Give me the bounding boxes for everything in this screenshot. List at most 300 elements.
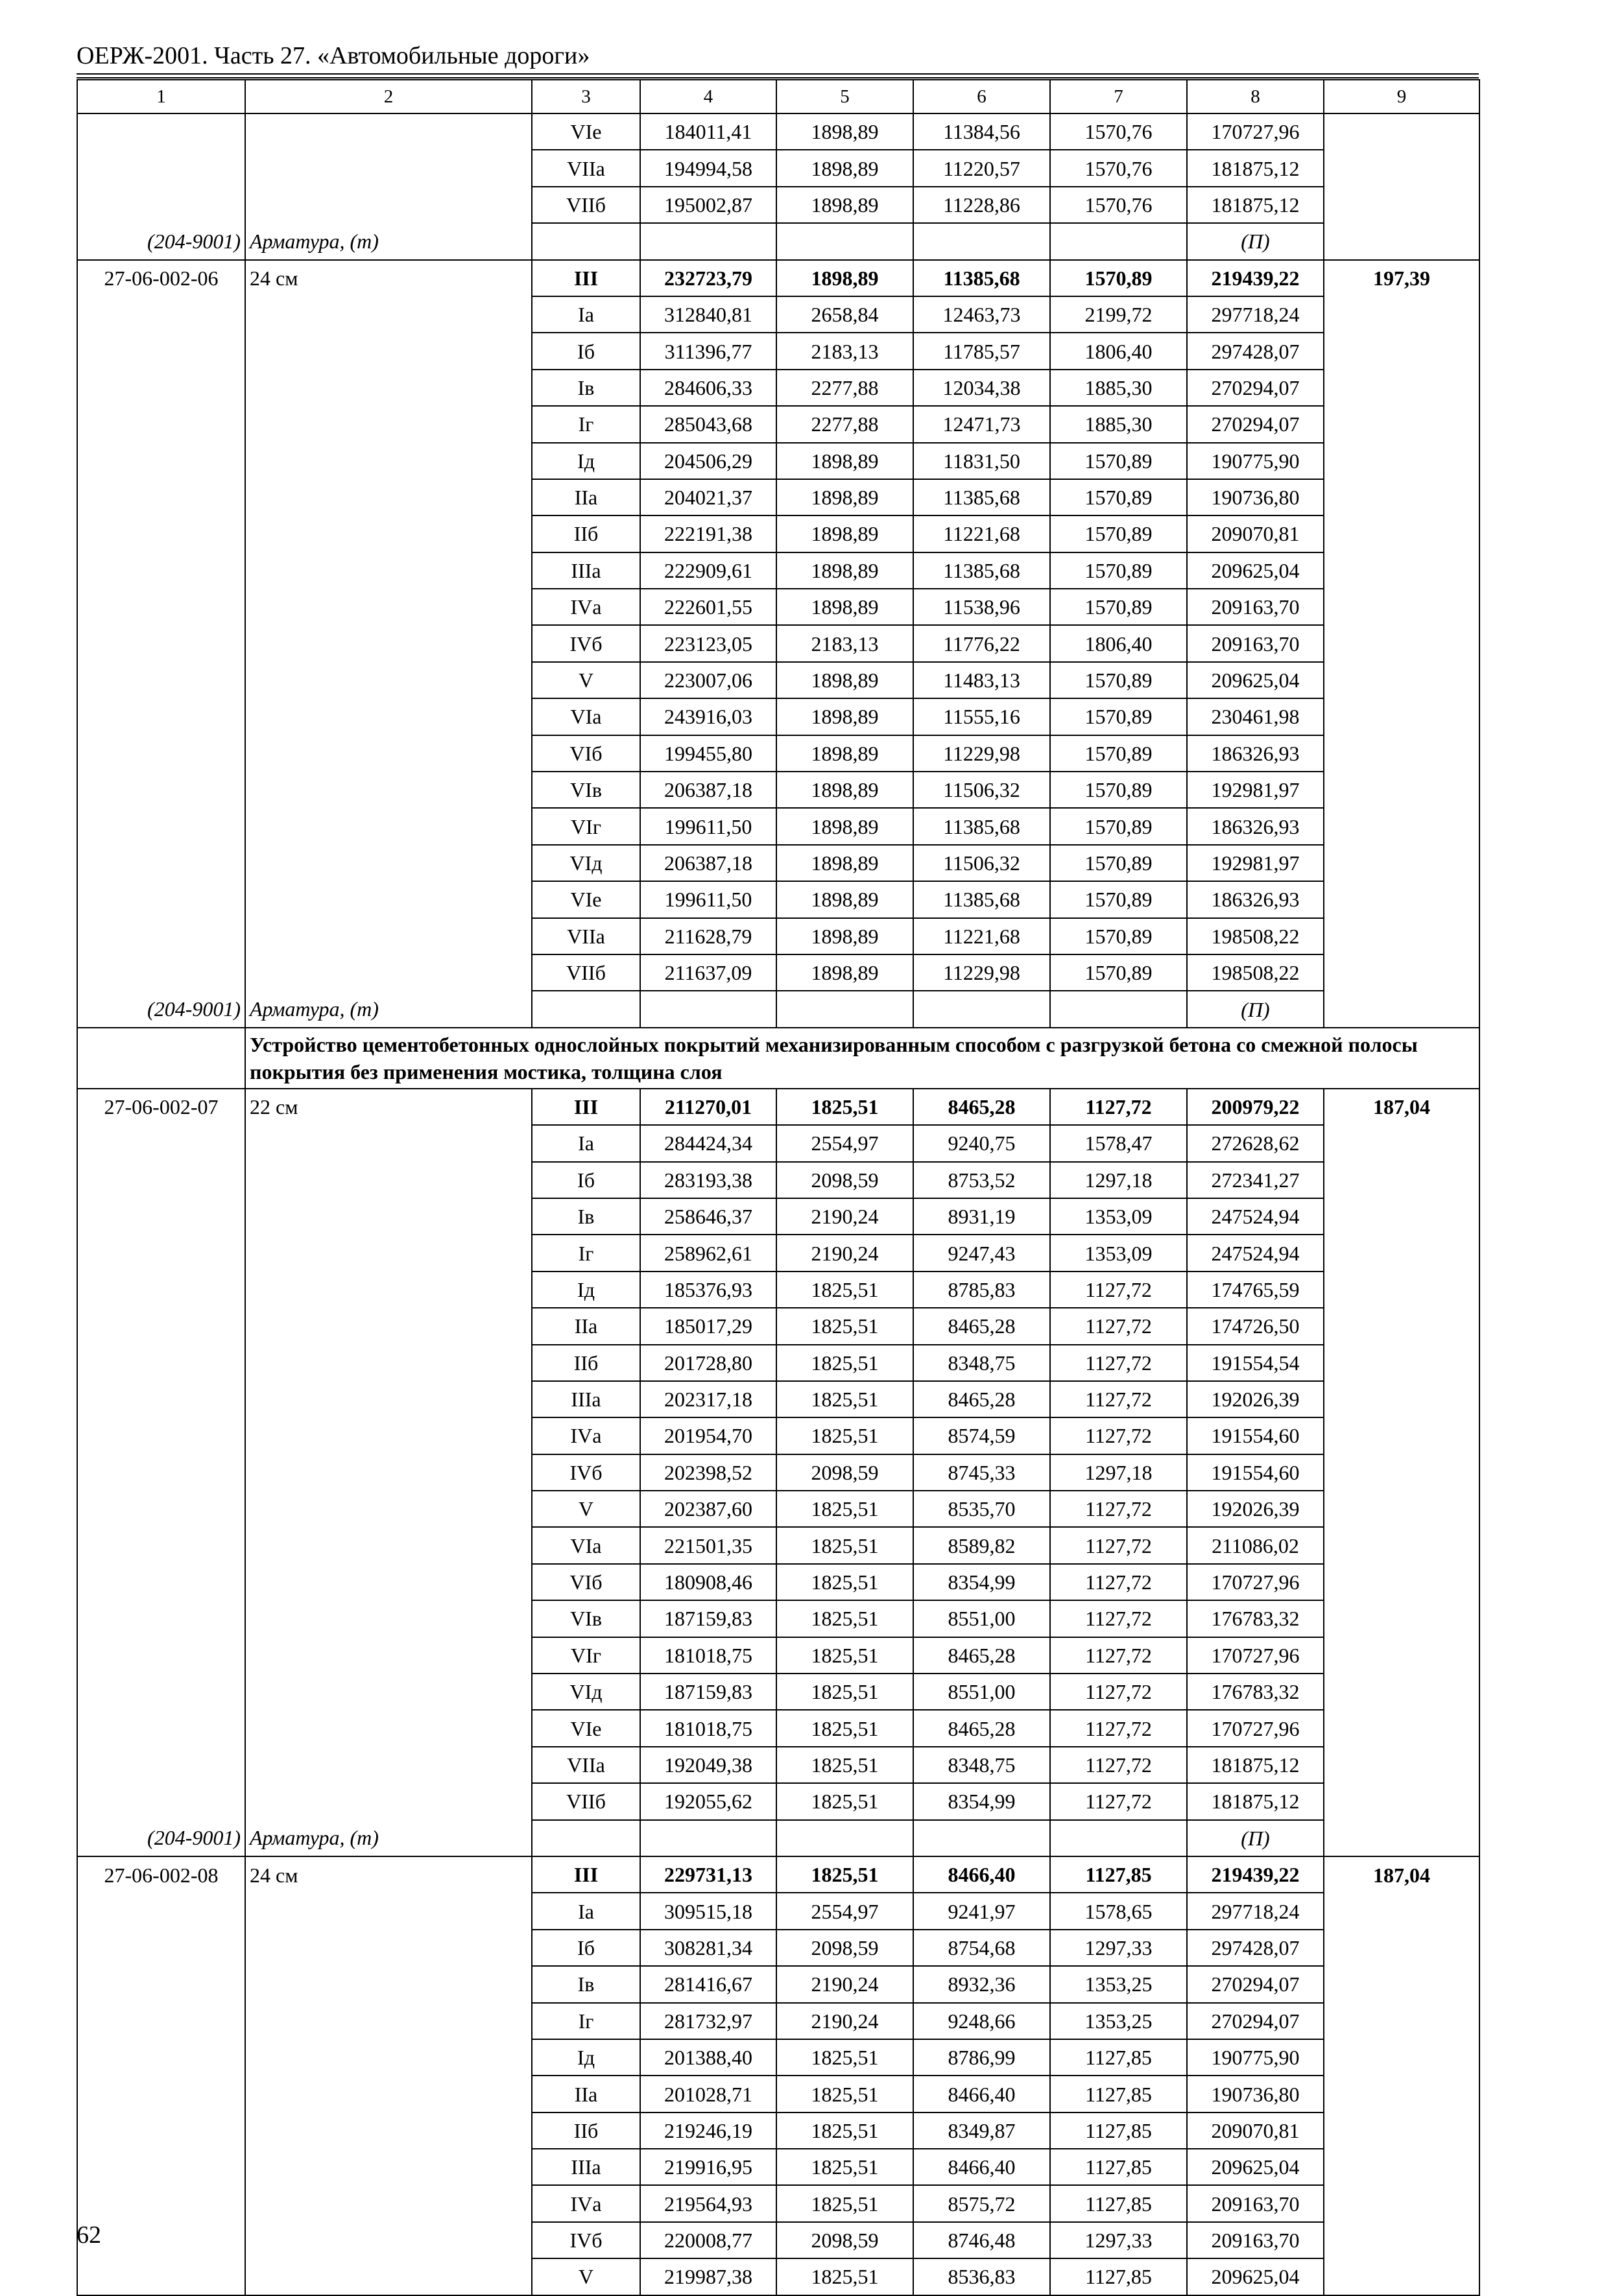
rate-code: (204-9001) bbox=[77, 991, 245, 1027]
labor-hours bbox=[1324, 2185, 1479, 2221]
rate-description bbox=[245, 772, 532, 808]
direct-cost: 187159,83 bbox=[640, 1600, 776, 1637]
materials-cost: 270294,07 bbox=[1187, 2003, 1324, 2039]
machine-operation: 11221,68 bbox=[913, 515, 1050, 552]
machine-operation: 11785,57 bbox=[913, 333, 1050, 369]
zone-code: Iд bbox=[532, 1272, 640, 1308]
labor-wages bbox=[776, 991, 913, 1027]
rate-code bbox=[77, 2076, 245, 2112]
direct-cost: 184011,41 bbox=[640, 113, 776, 150]
rate-code bbox=[77, 2113, 245, 2149]
zone-row bbox=[77, 113, 1479, 150]
zone-code: IIа bbox=[532, 479, 640, 515]
rate-code bbox=[77, 515, 245, 552]
machine-operation: 11483,13 bbox=[913, 662, 1050, 698]
direct-cost: 308281,34 bbox=[640, 1930, 776, 1966]
machine-operation: 11385,68 bbox=[913, 552, 1050, 589]
labor-wages: 1825,51 bbox=[776, 1856, 913, 1893]
machine-operation: 12463,73 bbox=[913, 296, 1050, 333]
machine-operation: 9241,97 bbox=[913, 1893, 1050, 1929]
zone-row bbox=[77, 479, 1479, 515]
labor-wages: 2190,24 bbox=[776, 1235, 913, 1271]
direct-cost: 201954,70 bbox=[640, 1417, 776, 1454]
operator-wages: 1570,89 bbox=[1050, 662, 1187, 698]
section-spacer bbox=[77, 1028, 245, 1089]
zone-code: VIIа bbox=[532, 1747, 640, 1783]
operator-wages: 1127,72 bbox=[1050, 1637, 1187, 1674]
labor-hours bbox=[1324, 2039, 1479, 2076]
labor-hours bbox=[1324, 1966, 1479, 2002]
zone-code: VIб bbox=[532, 1564, 640, 1600]
column-number: 5 bbox=[776, 80, 913, 113]
rate-code bbox=[77, 1600, 245, 1637]
rate-description bbox=[245, 589, 532, 625]
rate-description bbox=[245, 1345, 532, 1381]
zone-code: III bbox=[532, 1856, 640, 1893]
materials-cost: 186326,93 bbox=[1187, 808, 1324, 844]
zone-code: Iд bbox=[532, 443, 640, 479]
rate-header-row bbox=[77, 1856, 1479, 1893]
labor-hours bbox=[1324, 881, 1479, 917]
rate-code bbox=[77, 1564, 245, 1600]
rate-code bbox=[77, 1783, 245, 1819]
rate-code bbox=[77, 662, 245, 698]
machine-operation: 9247,43 bbox=[913, 1235, 1050, 1271]
machine-operation: 8465,28 bbox=[913, 1381, 1050, 1417]
labor-hours bbox=[1324, 223, 1479, 259]
direct-cost: 206387,18 bbox=[640, 772, 776, 808]
labor-hours bbox=[1324, 406, 1479, 442]
direct-cost: 192049,38 bbox=[640, 1747, 776, 1783]
zone-code: VIб bbox=[532, 735, 640, 772]
operator-wages: 1570,89 bbox=[1050, 515, 1187, 552]
labor-wages: 1825,51 bbox=[776, 1345, 913, 1381]
machine-operation: 11229,98 bbox=[913, 735, 1050, 772]
reinforcement-row bbox=[77, 991, 1479, 1027]
zone-code: VIIб bbox=[532, 1783, 640, 1819]
operator-wages: 1297,18 bbox=[1050, 1454, 1187, 1491]
materials-cost: 176783,32 bbox=[1187, 1600, 1324, 1637]
zone-row bbox=[77, 1747, 1479, 1783]
labor-wages: 1825,51 bbox=[776, 1710, 913, 1746]
labor-hours: 197,39 bbox=[1324, 260, 1479, 296]
labor-hours bbox=[1324, 1491, 1479, 1527]
labor-wages: 1825,51 bbox=[776, 2039, 913, 2076]
materials-cost: 219439,22 bbox=[1187, 260, 1324, 296]
operator-wages: 1353,25 bbox=[1050, 1966, 1187, 2002]
labor-wages: 1898,89 bbox=[776, 845, 913, 881]
zone-code: Iб bbox=[532, 1162, 640, 1198]
materials-cost: 174726,50 bbox=[1187, 1308, 1324, 1344]
direct-cost: 284424,34 bbox=[640, 1125, 776, 1161]
labor-wages: 1825,51 bbox=[776, 2185, 913, 2221]
materials-cost: (П) bbox=[1187, 1820, 1324, 1856]
machine-operation: 8354,99 bbox=[913, 1783, 1050, 1819]
operator-wages: 1127,72 bbox=[1050, 1308, 1187, 1344]
labor-hours bbox=[1324, 845, 1479, 881]
operator-wages: 1127,85 bbox=[1050, 2149, 1187, 2185]
machine-operation: 8465,28 bbox=[913, 1710, 1050, 1746]
direct-cost: 187159,83 bbox=[640, 1674, 776, 1710]
zone-code: VIв bbox=[532, 772, 640, 808]
machine-operation: 8354,99 bbox=[913, 1564, 1050, 1600]
labor-hours bbox=[1324, 918, 1479, 954]
labor-wages: 1898,89 bbox=[776, 113, 913, 150]
operator-wages: 1570,76 bbox=[1050, 187, 1187, 223]
labor-wages: 1825,51 bbox=[776, 1674, 913, 1710]
materials-cost: 190775,90 bbox=[1187, 443, 1324, 479]
materials-cost: 191554,60 bbox=[1187, 1417, 1324, 1454]
zone-row bbox=[77, 1674, 1479, 1710]
operator-wages: 1578,65 bbox=[1050, 1893, 1187, 1929]
rate-description bbox=[245, 1966, 532, 2002]
machine-operation: 8535,70 bbox=[913, 1491, 1050, 1527]
labor-wages: 1825,51 bbox=[776, 1089, 913, 1125]
zone-row bbox=[77, 845, 1479, 881]
operator-wages: 1570,89 bbox=[1050, 479, 1187, 515]
direct-cost: 284606,33 bbox=[640, 370, 776, 406]
machine-operation: 8754,68 bbox=[913, 1930, 1050, 1966]
labor-hours bbox=[1324, 808, 1479, 844]
operator-wages: 1127,85 bbox=[1050, 2185, 1187, 2221]
labor-hours bbox=[1324, 1783, 1479, 1819]
rate-description: 24 см bbox=[245, 1856, 532, 1893]
machine-operation: 11385,68 bbox=[913, 260, 1050, 296]
operator-wages: 1127,72 bbox=[1050, 1272, 1187, 1308]
rate-code bbox=[77, 552, 245, 589]
labor-hours bbox=[1324, 479, 1479, 515]
zone-row bbox=[77, 187, 1479, 223]
zone-code: V bbox=[532, 1491, 640, 1527]
direct-cost: 194994,58 bbox=[640, 150, 776, 186]
rate-code bbox=[77, 1747, 245, 1783]
zone-code bbox=[532, 1820, 640, 1856]
rate-code bbox=[77, 1674, 245, 1710]
column-number: 8 bbox=[1187, 80, 1324, 113]
materials-cost: 191554,54 bbox=[1187, 1345, 1324, 1381]
rate-description bbox=[245, 1417, 532, 1454]
rates-table bbox=[77, 79, 1480, 2296]
machine-operation: 8349,87 bbox=[913, 2113, 1050, 2149]
direct-cost: 204021,37 bbox=[640, 479, 776, 515]
rate-description bbox=[245, 1527, 532, 1563]
labor-wages: 1898,89 bbox=[776, 808, 913, 844]
machine-operation: 11228,86 bbox=[913, 187, 1050, 223]
machine-operation: 9248,66 bbox=[913, 2003, 1050, 2039]
materials-cost: 190775,90 bbox=[1187, 2039, 1324, 2076]
labor-wages: 1825,51 bbox=[776, 1527, 913, 1563]
rate-code bbox=[77, 150, 245, 186]
machine-operation: 11385,68 bbox=[913, 881, 1050, 917]
machine-operation: 11229,98 bbox=[913, 954, 1050, 991]
labor-hours bbox=[1324, 1454, 1479, 1491]
zone-code: Iг bbox=[532, 1235, 640, 1271]
direct-cost: 201028,71 bbox=[640, 2076, 776, 2112]
rate-description bbox=[245, 2185, 532, 2221]
materials-cost: 209163,70 bbox=[1187, 2185, 1324, 2221]
labor-hours bbox=[1324, 1637, 1479, 1674]
zone-code: IIа bbox=[532, 1308, 640, 1344]
column-number: 9 bbox=[1324, 80, 1479, 113]
zone-row bbox=[77, 1198, 1479, 1235]
labor-hours bbox=[1324, 1710, 1479, 1746]
labor-hours bbox=[1324, 625, 1479, 661]
operator-wages bbox=[1050, 223, 1187, 259]
operator-wages: 1127,72 bbox=[1050, 1417, 1187, 1454]
materials-cost: 209625,04 bbox=[1187, 2149, 1324, 2185]
materials-cost: 270294,07 bbox=[1187, 406, 1324, 442]
direct-cost: 232723,79 bbox=[640, 260, 776, 296]
materials-cost: 186326,93 bbox=[1187, 735, 1324, 772]
column-number: 4 bbox=[640, 80, 776, 113]
materials-cost: 297718,24 bbox=[1187, 1893, 1324, 1929]
direct-cost: 219564,93 bbox=[640, 2185, 776, 2221]
column-number: 3 bbox=[532, 80, 640, 113]
operator-wages: 1127,85 bbox=[1050, 2258, 1187, 2295]
zone-row bbox=[77, 552, 1479, 589]
rate-description bbox=[245, 1893, 532, 1929]
operator-wages: 1570,89 bbox=[1050, 881, 1187, 917]
labor-wages: 1898,89 bbox=[776, 515, 913, 552]
labor-wages: 2658,84 bbox=[776, 296, 913, 333]
zone-row bbox=[77, 589, 1479, 625]
operator-wages: 1570,76 bbox=[1050, 113, 1187, 150]
operator-wages: 1127,72 bbox=[1050, 1345, 1187, 1381]
operator-wages: 1570,89 bbox=[1050, 735, 1187, 772]
labor-hours bbox=[1324, 1417, 1479, 1454]
zone-row bbox=[77, 1930, 1479, 1966]
zone-row bbox=[77, 296, 1479, 333]
machine-operation: 11555,16 bbox=[913, 698, 1050, 735]
labor-wages: 2277,88 bbox=[776, 406, 913, 442]
direct-cost: 211628,79 bbox=[640, 918, 776, 954]
operator-wages: 2199,72 bbox=[1050, 296, 1187, 333]
rate-code: (204-9001) bbox=[77, 1820, 245, 1856]
labor-wages bbox=[776, 223, 913, 259]
operator-wages: 1127,72 bbox=[1050, 1747, 1187, 1783]
direct-cost: 285043,68 bbox=[640, 406, 776, 442]
rate-code bbox=[77, 1198, 245, 1235]
labor-wages: 2277,88 bbox=[776, 370, 913, 406]
operator-wages: 1806,40 bbox=[1050, 333, 1187, 369]
operator-wages bbox=[1050, 991, 1187, 1027]
machine-operation: 8551,00 bbox=[913, 1674, 1050, 1710]
labor-wages: 1825,51 bbox=[776, 2076, 913, 2112]
rate-code bbox=[77, 187, 245, 223]
column-number-row bbox=[77, 80, 1479, 113]
rate-description bbox=[245, 406, 532, 442]
zone-code: Iв bbox=[532, 370, 640, 406]
zone-row bbox=[77, 662, 1479, 698]
rate-description bbox=[245, 1235, 532, 1271]
labor-hours bbox=[1324, 589, 1479, 625]
operator-wages: 1297,33 bbox=[1050, 1930, 1187, 1966]
header-rule bbox=[77, 73, 1479, 75]
zone-code: Iб bbox=[532, 1930, 640, 1966]
direct-cost: 211637,09 bbox=[640, 954, 776, 991]
labor-wages: 1898,89 bbox=[776, 150, 913, 186]
rate-code bbox=[77, 808, 245, 844]
labor-hours bbox=[1324, 1162, 1479, 1198]
operator-wages: 1353,09 bbox=[1050, 1198, 1187, 1235]
zone-code: VIIа bbox=[532, 150, 640, 186]
materials-cost: (П) bbox=[1187, 223, 1324, 259]
operator-wages: 1570,89 bbox=[1050, 698, 1187, 735]
materials-cost: 297428,07 bbox=[1187, 333, 1324, 369]
rate-description bbox=[245, 1162, 532, 1198]
labor-wages: 2190,24 bbox=[776, 1198, 913, 1235]
zone-row bbox=[77, 1345, 1479, 1381]
operator-wages: 1806,40 bbox=[1050, 625, 1187, 661]
labor-hours bbox=[1324, 1308, 1479, 1344]
labor-wages: 1898,89 bbox=[776, 187, 913, 223]
rate-description bbox=[245, 515, 532, 552]
materials-cost: 297428,07 bbox=[1187, 1930, 1324, 1966]
rate-description bbox=[245, 1710, 532, 1746]
rate-code bbox=[77, 2185, 245, 2221]
direct-cost: 206387,18 bbox=[640, 845, 776, 881]
machine-operation: 8753,52 bbox=[913, 1162, 1050, 1198]
direct-cost: 219987,38 bbox=[640, 2258, 776, 2295]
operator-wages: 1578,47 bbox=[1050, 1125, 1187, 1161]
labor-hours bbox=[1324, 2258, 1479, 2295]
materials-cost: 192026,39 bbox=[1187, 1491, 1324, 1527]
zone-code: Iд bbox=[532, 2039, 640, 2076]
materials-cost: 270294,07 bbox=[1187, 1966, 1324, 2002]
zone-code: IIIа bbox=[532, 552, 640, 589]
zone-code: VIIб bbox=[532, 187, 640, 223]
machine-operation: 11384,56 bbox=[913, 113, 1050, 150]
machine-operation: 8589,82 bbox=[913, 1527, 1050, 1563]
zone-code: Iб bbox=[532, 333, 640, 369]
operator-wages: 1570,89 bbox=[1050, 918, 1187, 954]
labor-hours bbox=[1324, 2222, 1479, 2258]
rate-header-row bbox=[77, 1089, 1479, 1125]
zone-row bbox=[77, 1600, 1479, 1637]
materials-cost: 272341,27 bbox=[1187, 1162, 1324, 1198]
machine-operation: 8465,28 bbox=[913, 1637, 1050, 1674]
labor-hours: 187,04 bbox=[1324, 1856, 1479, 1893]
materials-cost: 174765,59 bbox=[1187, 1272, 1324, 1308]
labor-hours bbox=[1324, 1674, 1479, 1710]
zone-row bbox=[77, 954, 1479, 991]
zone-code: VIг bbox=[532, 1637, 640, 1674]
zone-code: IVа bbox=[532, 589, 640, 625]
labor-hours bbox=[1324, 1747, 1479, 1783]
materials-cost: 297718,24 bbox=[1187, 296, 1324, 333]
direct-cost: 204506,29 bbox=[640, 443, 776, 479]
materials-cost: 247524,94 bbox=[1187, 1235, 1324, 1271]
zone-row bbox=[77, 2222, 1479, 2258]
rate-code bbox=[77, 954, 245, 991]
direct-cost: 243916,03 bbox=[640, 698, 776, 735]
rate-description bbox=[245, 808, 532, 844]
rate-description bbox=[245, 552, 532, 589]
machine-operation: 8932,36 bbox=[913, 1966, 1050, 2002]
rate-description: 24 см bbox=[245, 260, 532, 296]
rate-code: 27-06-002-07 bbox=[77, 1089, 245, 1125]
labor-hours bbox=[1324, 1930, 1479, 1966]
rate-code bbox=[77, 1381, 245, 1417]
zone-row bbox=[77, 2113, 1479, 2149]
labor-hours bbox=[1324, 1198, 1479, 1235]
labor-wages: 1898,89 bbox=[776, 881, 913, 917]
labor-hours bbox=[1324, 150, 1479, 186]
rate-code bbox=[77, 735, 245, 772]
zone-code: IIа bbox=[532, 2076, 640, 2112]
rate-code bbox=[77, 479, 245, 515]
rate-code bbox=[77, 589, 245, 625]
materials-cost: 181875,12 bbox=[1187, 1747, 1324, 1783]
direct-cost: 181018,75 bbox=[640, 1637, 776, 1674]
zone-row bbox=[77, 1966, 1479, 2002]
rate-description bbox=[245, 1600, 532, 1637]
zone-code: VIв bbox=[532, 1600, 640, 1637]
materials-cost: 209163,70 bbox=[1187, 2222, 1324, 2258]
direct-cost: 201728,80 bbox=[640, 1345, 776, 1381]
zone-code: VIе bbox=[532, 881, 640, 917]
rate-description: Арматура, (т) bbox=[245, 223, 532, 259]
machine-operation: 8465,28 bbox=[913, 1089, 1050, 1125]
materials-cost: 190736,80 bbox=[1187, 2076, 1324, 2112]
labor-hours bbox=[1324, 515, 1479, 552]
machine-operation: 8348,75 bbox=[913, 1747, 1050, 1783]
direct-cost bbox=[640, 223, 776, 259]
zone-code: III bbox=[532, 260, 640, 296]
rate-code bbox=[77, 443, 245, 479]
page-header: ОЕРЖ-2001. Часть 27. «Автомобильные дороги» bbox=[77, 42, 590, 69]
zone-code: IIIа bbox=[532, 1381, 640, 1417]
direct-cost: 221501,35 bbox=[640, 1527, 776, 1563]
rate-code bbox=[77, 1454, 245, 1491]
operator-wages: 1570,89 bbox=[1050, 845, 1187, 881]
column-number: 2 bbox=[245, 80, 532, 113]
zone-code: IVб bbox=[532, 1454, 640, 1491]
zone-code: IVа bbox=[532, 1417, 640, 1454]
zone-code: VIIб bbox=[532, 954, 640, 991]
labor-wages: 1825,51 bbox=[776, 1564, 913, 1600]
zone-code: VIд bbox=[532, 845, 640, 881]
labor-wages: 2183,13 bbox=[776, 625, 913, 661]
rate-code bbox=[77, 2149, 245, 2185]
zone-code: VIе bbox=[532, 1710, 640, 1746]
labor-hours bbox=[1324, 1527, 1479, 1563]
reinforcement-row bbox=[77, 1820, 1479, 1856]
direct-cost: 258646,37 bbox=[640, 1198, 776, 1235]
labor-wages: 1898,89 bbox=[776, 735, 913, 772]
zone-row bbox=[77, 1637, 1479, 1674]
operator-wages: 1127,85 bbox=[1050, 2076, 1187, 2112]
zone-code: IVб bbox=[532, 625, 640, 661]
machine-operation: 8466,40 bbox=[913, 2076, 1050, 2112]
rates-table-body bbox=[77, 80, 1479, 2295]
rate-code bbox=[77, 2222, 245, 2258]
machine-operation: 11831,50 bbox=[913, 443, 1050, 479]
zone-row bbox=[77, 772, 1479, 808]
operator-wages: 1885,30 bbox=[1050, 406, 1187, 442]
zone-row bbox=[77, 515, 1479, 552]
materials-cost: 209163,70 bbox=[1187, 625, 1324, 661]
labor-hours bbox=[1324, 443, 1479, 479]
zone-row bbox=[77, 808, 1479, 844]
reinforcement-row bbox=[77, 223, 1479, 259]
machine-operation bbox=[913, 1820, 1050, 1856]
zone-row bbox=[77, 2258, 1479, 2295]
zone-code: Iа bbox=[532, 296, 640, 333]
labor-wages: 1898,89 bbox=[776, 552, 913, 589]
zone-row bbox=[77, 406, 1479, 442]
rate-code bbox=[77, 333, 245, 369]
